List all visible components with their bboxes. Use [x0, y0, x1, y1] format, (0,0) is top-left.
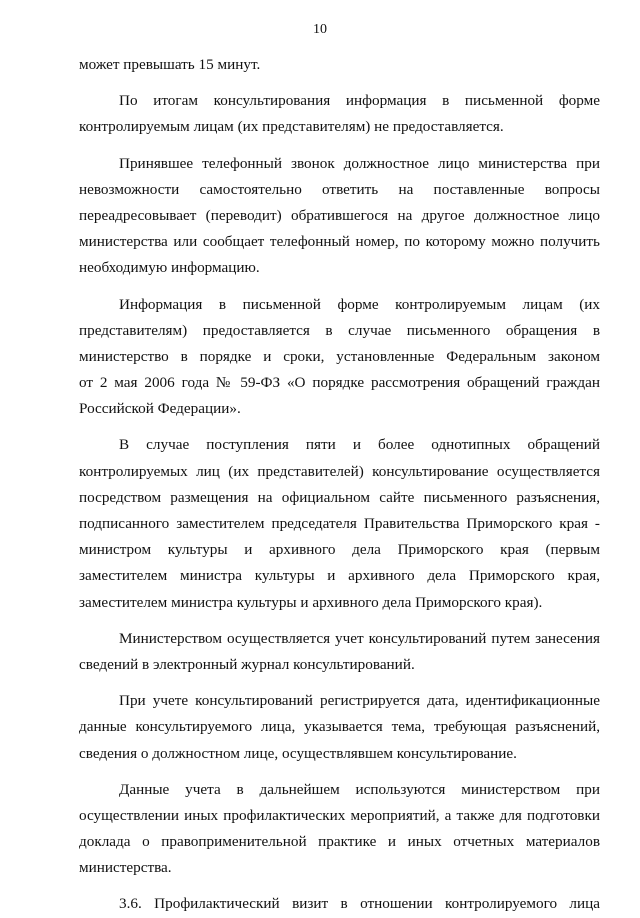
- paragraph-spacing: [79, 141, 600, 151]
- paragraph: [79, 151, 600, 282]
- text-line: необходимую информацию.: [79, 259, 260, 277]
- text-line: министром культуры и архивного дела Приморского края (первым: [79, 541, 600, 559]
- paragraph: [79, 777, 600, 882]
- paragraph-spacing: [79, 616, 600, 626]
- text-line: министерства или сообщает телефонный номер, по которому можно получить: [79, 233, 600, 251]
- text-line: представителям) предоставляется в случае письменного обращения в: [79, 321, 600, 339]
- paragraph: [79, 292, 600, 423]
- text-line: заместителем министра культуры и архивного дела Приморского края,: [79, 567, 600, 585]
- text-line: сведений в электронный журнал консультирований.: [79, 655, 415, 673]
- document-body: [79, 52, 600, 918]
- text-line: может превышать 15 минут.: [79, 56, 261, 73]
- paragraph-spacing: [79, 78, 600, 88]
- paragraph: [79, 688, 600, 767]
- text-line: посредством размещения на официальном сайте письменного разъяснения,: [79, 488, 600, 506]
- text-line: министерство в порядке и сроки, установленные Федеральным законом: [79, 347, 600, 365]
- text-line: доклада о правоприменительной практике и иных отчетных материалов: [79, 833, 600, 851]
- paragraph-spacing: [79, 422, 600, 432]
- text-line: заместителем министра культуры и архивного дела Приморского края).: [79, 593, 543, 611]
- text-line: Информация в письменной форме контролируемым лицам (их: [119, 295, 600, 313]
- text-line: Российской Федерации».: [79, 400, 241, 418]
- text-line: данные консультируемого лица, указывается тема, требующая разъяснений,: [79, 718, 600, 736]
- text-line: При учете консультирований регистрируется дата, идентификационные: [119, 692, 600, 710]
- text-line: Данные учета в дальнейшем используются министерством при: [119, 780, 600, 798]
- text-line: По итогам консультирования информация в письменной форме: [119, 92, 600, 110]
- text-line: от 2 мая 2006 года № 59-ФЗ «О порядке рассмотрения обращений граждан: [79, 374, 600, 392]
- paragraph: [79, 52, 600, 78]
- page-number: 10: [313, 22, 327, 37]
- text-line: Принявшее телефонный звонок должностное лицо министерства при: [119, 154, 600, 172]
- paragraph: [79, 88, 600, 140]
- text-line: министерства.: [79, 859, 172, 877]
- text-line: осуществлении иных профилактических мероприятий, а также для подготовки: [79, 806, 600, 824]
- text-line: В случае поступления пяти и более однотипных обращений: [119, 436, 600, 454]
- text-line: контролируемых лиц (их представителей) консультирование осуществляется: [79, 462, 600, 480]
- paragraph: [79, 626, 600, 678]
- text-line: Министерством осуществляется учет консультирований путем занесения: [119, 629, 600, 647]
- text-line: невозможности самостоятельно ответить на поставленные вопросы: [79, 180, 600, 198]
- paragraph-spacing: [79, 678, 600, 688]
- paragraph-spacing: [79, 881, 600, 891]
- text-line: переадресовывает (переводит) обратившегося на другое должностное лицо: [79, 206, 600, 224]
- text-line: 3.6. Профилактический визит в отношении контролируемого лица: [119, 895, 600, 913]
- paragraph: [79, 432, 600, 615]
- paragraph-spacing: [79, 282, 600, 292]
- text-line: сведения о должностном лице, осуществлявшем консультирование.: [79, 744, 517, 762]
- text-line: подписанного заместителем председателя Правительства Приморского края -: [79, 515, 600, 532]
- paragraph-spacing: [79, 767, 600, 777]
- text-line: контролируемым лицам (их представителям) не предоставляется.: [79, 118, 504, 136]
